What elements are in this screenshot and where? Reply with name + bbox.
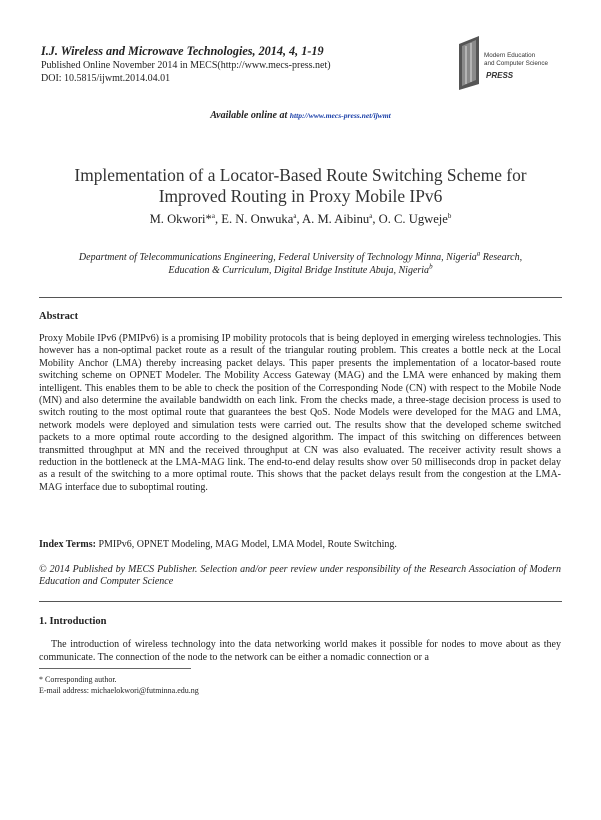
index-terms-label: Index Terms: [39,539,96,550]
available-online [0,110,601,121]
footnote-corresponding: * Corresponding author. [39,675,117,684]
journal-title: I.J. Wireless and Microwave Technologies, 2014, 4, 1-19 [41,44,324,58]
author-affil-mark: b [447,211,452,220]
abstract-body: Proxy Mobile IPv6 (PMIPv6) is a promising IP mobility protocols that is being deployed in emerging wireless technologies. This however has a non-optimal packet route as a result of the triangular routing problem. This creates a bottle neck at the Local Mobility Anchor (LMA) thereby increasing packet delays. This paper presents the implementation of a locator-based route switching scheme on OPNET Modeler. The Mobility Access Gateway (MAG) and the LMA were enhanced by making them intelligent. This enables them to be able to check the position of the Corresponding Node (CN) with respect to the Mobile Node (MN) and also determine the available bandwidth on each link. From the checks made, a three-stage decision process is used to switch routing to the most optimal route that guarantees the best QoS. Node Models were developed for the MAG and LMA, network models were deployed and simulation tests were carried out. The results show that the developed scheme switched packets to a more optimal route according to the designed algorithm. The impact of this switching on differences between transmitted throughput at MN and the received throughput at CN was also evaluated. The receiver activity result shows a reduction in the bottleneck at the LMA-MAG link. The end-to-end delay results show over 50 milliseconds drop in packet delay as a result of the switching to a more optimal route. This shows that the packet delays result from the congestion at the LMA-MAG interface due to suboptimal routing. [39,333,561,493]
divider-top [39,297,562,298]
author-list [0,212,601,227]
abstract-heading: Abstract [39,311,79,322]
author-affil-mark: a [211,211,215,220]
copyright-notice: © 2014 Published by MECS Publisher. Selection and/or peer review under responsibility of the Research Association of Modern Education and Computer Science [39,564,561,588]
affil-mark-b: b [429,262,433,271]
book-logo-icon [453,32,563,92]
author-affil-mark: a [293,211,297,220]
logo-line2: and Computer Science [484,60,549,67]
index-terms-text: PMIPv6, OPNET Modeling, MAG Model, LMA Model, Route Switching. [95,539,397,550]
section-heading: 1. Introduction [39,616,107,627]
affiliation-b: Education & Curriculum, Digital Bridge Institute Abuja, Nigeria [168,265,430,276]
author-separator: , [214,212,222,226]
affil-mark-a: a [476,249,481,258]
journal-url-link[interactable]: http://www.mecs-press.net/ijwmt [289,111,391,120]
author-name: M. Okwori* [149,212,212,226]
logo-press: PRESS [486,71,514,80]
author-separator: , [372,212,379,226]
affiliation-a-tail: Research, [480,252,523,263]
author-name: O. C. Ugweje [378,212,448,226]
divider-bottom [39,601,562,602]
author-name: A. M. Aibinu [302,212,370,226]
index-terms [39,539,397,550]
publisher-logo [453,32,563,92]
footnote-rule [39,668,191,669]
title-line-2: Improved Routing in Proxy Mobile IPv6 [158,186,443,206]
intro-paragraph: The introduction of wireless technology into the data networking world makes it possible for nodes to move about as they communicate. The connection of the node to the network can be either a nomadic connection or a [39,639,561,663]
published-line: Published Online November 2014 in MECS(http://www.mecs-press.net) [41,60,331,71]
author-affil-mark: a [369,211,373,220]
author-separator: , [296,212,303,226]
paper-title [0,165,601,207]
title-line-1: Implementation of a Locator-Based Route Switching Scheme for [74,165,527,185]
logo-line1: Modern Education [484,52,536,59]
footnote-email: E-mail address: michaelokwori@futminna.edu.ng [39,686,199,695]
doi-line: DOI: 10.5815/ijwmt.2014.04.01 [41,73,171,84]
affiliations [40,251,561,277]
affiliation-a: Department of Telecommunications Engineering, Federal University of Technology Minna, Nigeria [78,252,477,263]
available-label: Available online at [210,110,288,121]
author-name: E. N. Onwuka [221,212,294,226]
